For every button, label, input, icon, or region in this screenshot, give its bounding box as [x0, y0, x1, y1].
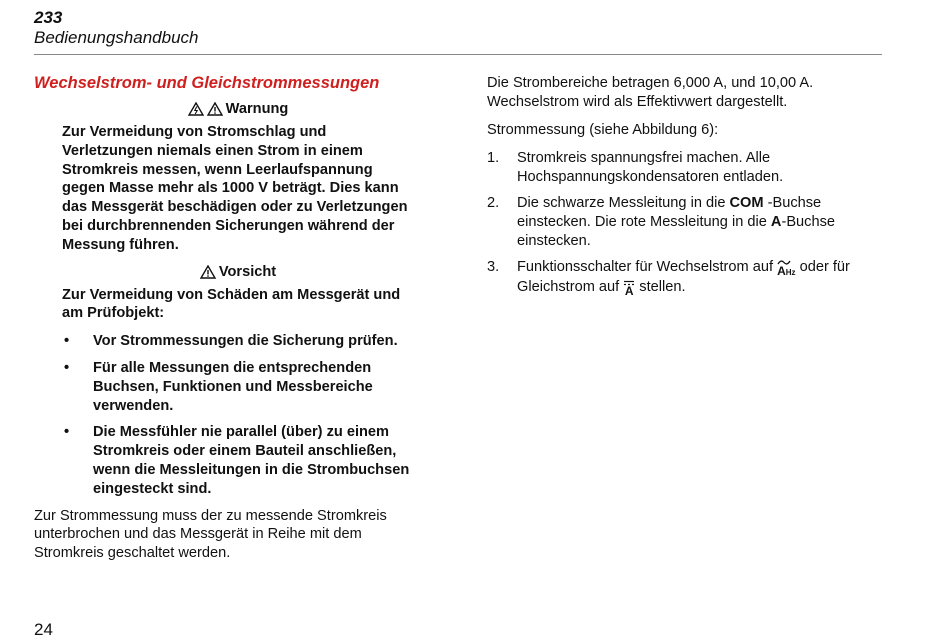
- bullet: •: [64, 424, 70, 441]
- warning-label: Warnung: [225, 101, 289, 117]
- page-header: [34, 8, 198, 48]
- step-text-pre: Funktionsschalter für Wechselstrom auf: [517, 259, 778, 275]
- step-text-post: -Buchse einstecken.: [517, 214, 835, 249]
- model-number: 233: [34, 8, 63, 27]
- warning-heading: [62, 101, 414, 117]
- warning-triangle-icon: [200, 265, 216, 279]
- dc-current-symbol: [623, 280, 635, 296]
- ac-current-symbol: [777, 259, 795, 278]
- page-number: 24: [34, 620, 53, 639]
- warning-block: [62, 123, 414, 255]
- step-text-pre: Die schwarze Messleitung in die: [517, 195, 730, 211]
- warning-text: Zur Vermeidung von Stromschlag und Verletzungen niemals einen Strom in einem Stromkreis messen, wenn Leerlaufspannung gegen Masse mehr als 1000 V beträgt. Dies kann das Messgerät beschädigen oder zu Verletzungen bei durchbrennenden Sicherungen während der Messung führen.: [62, 124, 408, 253]
- body-paragraph: Zur Strommessung muss der zu messende Stromkreis unterbrochen und das Messgerät in Reihe mit dem Stromkreis geschaltet werden.: [34, 507, 387, 561]
- caution-label: Vorsicht: [218, 263, 277, 280]
- caution-heading: [62, 264, 414, 280]
- list-item: [62, 423, 414, 498]
- ac-amp-letter: A: [777, 264, 786, 278]
- bullet: •: [64, 359, 70, 376]
- left-column: [34, 74, 414, 562]
- step-text-post: stellen.: [635, 279, 686, 295]
- step-number: 2.: [487, 195, 500, 211]
- list-item: [62, 359, 414, 415]
- step-number: 1.: [487, 150, 500, 166]
- list-item-text: Für alle Messungen die entsprechenden Buchsen, Funktionen und Messbereiche verwenden.: [93, 359, 373, 414]
- warning-triangle-icon: [207, 102, 223, 116]
- header-divider: [34, 54, 882, 55]
- range-paragraph: Die Strombereiche betragen 6,000 A, und 10,00 A. Wechselstrom wird als Effektivwert dargestellt.: [487, 75, 814, 110]
- section-title: Wechselstrom- und Gleichstrommessungen: [34, 74, 380, 92]
- caution-intro: Zur Vermeidung von Schäden am Messgerät und am Prüfobjekt:: [62, 286, 401, 322]
- dc-amp-letter: A: [624, 284, 634, 298]
- manual-title: Bedienungshandbuch: [34, 28, 199, 47]
- right-column: [487, 74, 887, 304]
- com-jack-label: COM: [729, 195, 764, 211]
- a-jack-label: A: [770, 214, 782, 230]
- electric-hazard-icon: [188, 102, 204, 116]
- list-item-text: Die Messfühler nie parallel (über) zu einem Stromkreis oder einem Bauteil anschließen, wenn die Messleitungen in die Strombuchsen eingesteckt sind.: [93, 424, 410, 497]
- step-text-mid: -Buchse einstecken. Die rote Messleitung in die: [517, 195, 822, 230]
- procedure-intro: Strommessung (siehe Abbildung 6):: [487, 122, 719, 138]
- step-item: [487, 194, 887, 251]
- caution-block: [62, 286, 414, 499]
- step-text: Stromkreis spannungsfrei machen. Alle Hochspannungskondensatoren entladen.: [517, 150, 784, 185]
- step-item: [487, 149, 887, 187]
- caution-list: [62, 332, 414, 498]
- list-item-text: Vor Strommessungen die Sicherung prüfen.: [93, 333, 398, 350]
- bullet: •: [64, 333, 70, 350]
- step-number: 3.: [487, 259, 500, 275]
- list-item: [62, 332, 414, 351]
- step-text-mid: oder für Gleichstrom auf: [517, 259, 850, 295]
- hz-sub: Hz: [785, 268, 796, 277]
- step-item: [487, 258, 887, 297]
- procedure-steps: [487, 149, 887, 297]
